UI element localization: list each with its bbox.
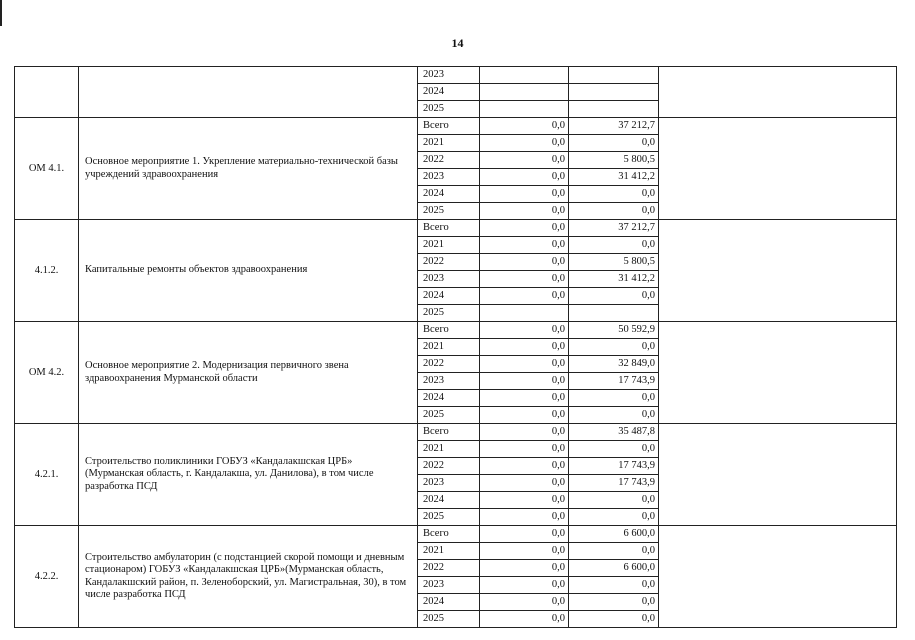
year-cell: Всего (418, 220, 480, 237)
value-col2-cell: 35 487,8 (569, 424, 659, 441)
year-cell: 2022 (418, 356, 480, 373)
value-col2-cell: 0,0 (569, 203, 659, 220)
value-col1-cell: 0,0 (480, 526, 569, 543)
year-cell: 2021 (418, 339, 480, 356)
year-cell: 2021 (418, 441, 480, 458)
value-col1-cell: 0,0 (480, 407, 569, 424)
value-col1-cell: 0,0 (480, 339, 569, 356)
row-name-cell (79, 67, 418, 118)
year-cell: 2023 (418, 169, 480, 186)
value-col2-cell: 31 412,2 (569, 169, 659, 186)
value-col2-cell: 0,0 (569, 186, 659, 203)
year-cell: 2025 (418, 509, 480, 526)
value-col2-cell: 17 743,9 (569, 373, 659, 390)
value-col1-cell: 0,0 (480, 322, 569, 339)
year-cell: Всего (418, 424, 480, 441)
value-col2-cell: 0,0 (569, 339, 659, 356)
value-col2-cell (569, 101, 659, 118)
section-name: Основное мероприятие 2. Модернизация первичного звена здравоохранения Мурманской области (79, 322, 418, 424)
year-cell: 2024 (418, 492, 480, 509)
year-cell: 2023 (418, 67, 480, 84)
year-cell: Всего (418, 322, 480, 339)
table-row (15, 118, 897, 135)
section-name: Основное мероприятие 1. Укрепление материально-технической базы учреждений здравоохранения (79, 118, 418, 220)
scan-edge-mark (0, 0, 2, 26)
value-col2-cell (569, 84, 659, 101)
value-col1-cell: 0,0 (480, 373, 569, 390)
value-col1-cell: 0,0 (480, 560, 569, 577)
value-col1-cell: 0,0 (480, 441, 569, 458)
page-number: 14 (451, 36, 464, 50)
value-col2-cell: 32 849,0 (569, 356, 659, 373)
value-col2-cell: 0,0 (569, 390, 659, 407)
year-cell: Всего (418, 526, 480, 543)
value-col1-cell: 0,0 (480, 152, 569, 169)
value-col1-cell: 0,0 (480, 577, 569, 594)
year-cell: 2022 (418, 254, 480, 271)
value-col2-cell: 0,0 (569, 594, 659, 611)
table-row (15, 67, 897, 84)
value-col2-cell: 0,0 (569, 543, 659, 560)
year-cell: 2022 (418, 560, 480, 577)
value-col1-cell: 0,0 (480, 237, 569, 254)
year-cell: 2021 (418, 135, 480, 152)
value-col1-cell (480, 101, 569, 118)
value-col2-cell: 31 412,2 (569, 271, 659, 288)
notes-cell (659, 67, 897, 118)
year-cell: Всего (418, 118, 480, 135)
year-cell: 2022 (418, 458, 480, 475)
value-col2-cell: 0,0 (569, 288, 659, 305)
table-row (15, 322, 897, 339)
notes-cell (659, 526, 897, 628)
value-col1-cell: 0,0 (480, 492, 569, 509)
value-col1-cell: 0,0 (480, 390, 569, 407)
value-col1-cell: 0,0 (480, 169, 569, 186)
value-col2-cell: 50 592,9 (569, 322, 659, 339)
notes-cell (659, 322, 897, 424)
value-col2-cell: 0,0 (569, 407, 659, 424)
year-cell: 2024 (418, 594, 480, 611)
value-col1-cell (480, 305, 569, 322)
notes-cell (659, 424, 897, 526)
value-col1-cell: 0,0 (480, 271, 569, 288)
year-cell: 2023 (418, 373, 480, 390)
year-cell: 2021 (418, 237, 480, 254)
year-cell: 2025 (418, 407, 480, 424)
value-col1-cell: 0,0 (480, 288, 569, 305)
section-name: Строительство амбулаторин (с подстанцией скорой помощи и дневным стационаром) ГОБУЗ «Кандалакшская ЦРБ»(Мурманская область, Кандалакшский район, п. Зеленоборский, ул. Магистральная, 30), в том числе разработка ПСД (79, 526, 418, 628)
year-cell: 2023 (418, 475, 480, 492)
value-col2-cell: 37 212,7 (569, 118, 659, 135)
value-col2-cell: 5 800,5 (569, 152, 659, 169)
section-name: Капитальные ремонты объектов здравоохранения (79, 220, 418, 322)
value-col1-cell: 0,0 (480, 118, 569, 135)
value-col1-cell: 0,0 (480, 356, 569, 373)
value-col1-cell: 0,0 (480, 186, 569, 203)
table-row (15, 220, 897, 237)
value-col1-cell: 0,0 (480, 458, 569, 475)
year-cell: 2023 (418, 577, 480, 594)
section-code: ОМ 4.2. (15, 322, 79, 424)
value-col2-cell: 0,0 (569, 509, 659, 526)
table-row (15, 424, 897, 441)
year-cell: 2024 (418, 186, 480, 203)
value-col2-cell: 0,0 (569, 492, 659, 509)
value-col2-cell: 17 743,9 (569, 475, 659, 492)
value-col1-cell: 0,0 (480, 254, 569, 271)
value-col2-cell: 0,0 (569, 135, 659, 152)
year-cell: 2021 (418, 543, 480, 560)
section-code: 4.2.2. (15, 526, 79, 628)
table-row (15, 526, 897, 543)
value-col1-cell: 0,0 (480, 611, 569, 628)
value-col1-cell: 0,0 (480, 594, 569, 611)
year-cell: 2022 (418, 152, 480, 169)
year-cell: 2025 (418, 203, 480, 220)
value-col2-cell: 0,0 (569, 237, 659, 254)
value-col1-cell: 0,0 (480, 543, 569, 560)
value-col2-cell (569, 67, 659, 84)
budget-table (14, 66, 897, 628)
value-col1-cell: 0,0 (480, 135, 569, 152)
value-col2-cell: 37 212,7 (569, 220, 659, 237)
section-code: ОМ 4.1. (15, 118, 79, 220)
value-col2-cell: 6 600,0 (569, 560, 659, 577)
row-code-cell (15, 67, 79, 118)
year-cell: 2024 (418, 390, 480, 407)
value-col2-cell: 0,0 (569, 611, 659, 628)
year-cell: 2024 (418, 288, 480, 305)
value-col1-cell: 0,0 (480, 203, 569, 220)
notes-cell (659, 118, 897, 220)
value-col1-cell (480, 67, 569, 84)
value-col1-cell: 0,0 (480, 424, 569, 441)
year-cell: 2025 (418, 305, 480, 322)
value-col1-cell (480, 84, 569, 101)
value-col2-cell: 6 600,0 (569, 526, 659, 543)
value-col2-cell (569, 305, 659, 322)
section-code: 4.1.2. (15, 220, 79, 322)
value-col2-cell: 5 800,5 (569, 254, 659, 271)
value-col2-cell: 0,0 (569, 577, 659, 594)
value-col2-cell: 17 743,9 (569, 458, 659, 475)
value-col1-cell: 0,0 (480, 509, 569, 526)
notes-cell (659, 220, 897, 322)
year-cell: 2023 (418, 271, 480, 288)
value-col1-cell: 0,0 (480, 220, 569, 237)
year-cell: 2025 (418, 101, 480, 118)
year-cell: 2024 (418, 84, 480, 101)
section-name: Строительство поликлиники ГОБУЗ «Кандалакшская ЦРБ» (Мурманская область, г. Кандалакша, ул. Данилова), в том числе разработка ПСД (79, 424, 418, 526)
value-col2-cell: 0,0 (569, 441, 659, 458)
year-cell: 2025 (418, 611, 480, 628)
section-code: 4.2.1. (15, 424, 79, 526)
budget-table-body (15, 67, 897, 628)
value-col1-cell: 0,0 (480, 475, 569, 492)
